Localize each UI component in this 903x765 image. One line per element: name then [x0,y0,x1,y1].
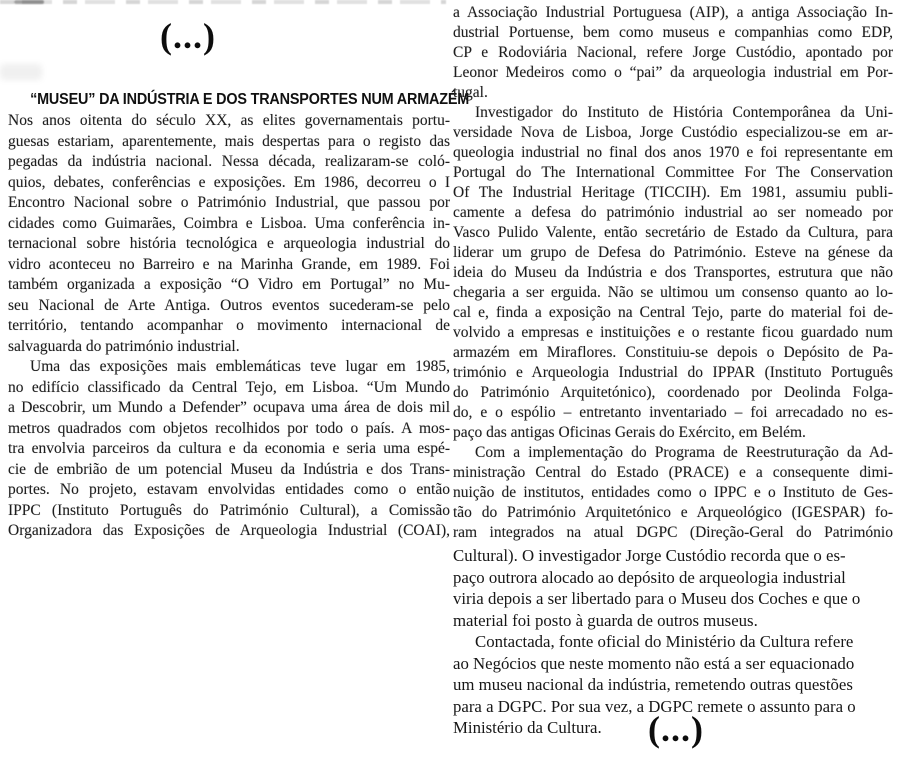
text-line: liderar um grupo de Defesa do Património. Esteve na génese da [453,244,893,261]
text-line: a Associação Industrial Portuguesa (AIP), a antiga Associação In- [453,4,893,21]
text-line: camente a defesa do património industrial ao ser nomeado por [453,204,893,221]
text-line: armazém em Miraflores. Constituiu-se depois o Depósito de Pa- [453,344,893,361]
text-line: Encontro Nacional sobre o Património Industrial, que passou por [8,194,450,211]
continuation-marker-bottom: (...) [648,708,704,749]
paragraph [453,103,893,443]
text-line: ministração Central do Estado (PRACE) e a consequente dimi- [453,464,893,481]
text-line: IPPC (Instituto Português do Património Cultural), a Comissão [8,501,450,519]
paragraph [453,3,893,103]
text-line: viria depois a ser libertado para o Museu dos Coches e que o [453,589,861,608]
text-line: ao Negócios que neste momento não está a ser equacionado [453,653,855,673]
text-line: também organizada a exposição “O Vidro em Portugal” no Mu- [8,276,450,293]
left-column [8,0,470,542]
text-line: Ministério da Cultura. [453,718,602,737]
text-line: Nos anos oitenta do século XX, as elites governamentais portu- [8,112,450,129]
text-line: queologia industrial no final dos anos 1970 e foi representante em [453,144,893,161]
text-line: metros quadrados com objetos recolhidos por todo o país. A mos- [8,419,450,437]
paragraph [453,545,893,631]
continuation-marker-top: (...) [160,16,216,56]
text-line: ternacional sobre história tecnológica e arqueologia industrial do [8,235,450,252]
text-line: ideia do Museu da Indústria e dos Transportes, estrutura que não [453,264,893,281]
left-column-text [8,111,450,542]
paragraph [8,111,450,357]
text-line: salvaguarda do património industrial. [8,337,240,355]
text-line: Uma das exposições mais emblemáticas teve lugar em 1985, [30,358,450,375]
text-line: seu Nacional de Arte Antiga. Outros eventos sucederam-se pelo [8,296,450,314]
text-line: Vasco Pulido Valente, então secretário de Estado da Cultura, para [453,224,893,241]
text-line: pegadas da indústria nacional. Nessa década, realizaram-se coló- [8,153,450,170]
text-line: Portugal do The International Committee For The Conservation [453,164,893,181]
text-line: dustrial Portuense, bem como museus e companhias como EDP, [453,24,893,41]
text-line: Com a implementação do Programa de Reestruturação da Ad- [475,444,893,461]
text-line: no edifício classificado da Central Tejo, em Lisboa. “Um Mundo [8,378,450,396]
text-line: ram integrados na atual DGPC (Direção-Geral do Património [453,524,893,541]
text-line: versidade Nova de Lisboa, Jorge Custódio especializou-se em ar- [453,124,893,141]
text-line: do Património Arquitetónico), coordenado por Deolinda Folga- [453,384,893,401]
text-line: vidro aconteceu no Barreiro e na Marinha Grande, em 1989. Foi [8,255,450,273]
text-line: cie de embrião de um potencial Museu da Indústria e dos Trans- [8,460,450,478]
text-line: portes. No projeto, estavam envolvidas entidades como o então [8,481,450,498]
text-line: material foi posto à guarda de outros museus. [453,610,758,630]
text-line: Cultural). O investigador Jorge Custódio recorda que o es- [453,546,846,565]
text-line: cal e, finda a exposição na Central Tejo, parte do material foi de- [453,304,893,321]
text-line: Leonor Medeiros como o “pai” da arqueologia industrial em Por- [453,64,893,81]
right-column-text [453,3,893,543]
text-line: para a DGPC. Por sua vez, a DGPC remete o assunto para o [453,696,856,716]
text-line: Of The Industrial Heritage (TICCIH). Em 1981, assumiu publi- [453,184,893,201]
text-line: volvido a empresas e instituições e o restante ficou guardado num [453,324,893,341]
text-line: paço das antigas Oficinas Gerais do Exército, em Belém. [453,424,806,441]
text-line: território, tentando acompanhar o movimento internacional de [8,317,450,334]
text-line: chegaria a ser erguida. Não se ultimou um consenso quanto ao lo- [453,284,893,301]
right-column [453,0,893,749]
text-line: tugal. [453,84,488,101]
text-line: um museu nacional da indústria, remetendo outras questões [453,675,853,694]
text-line: nuição de institutos, entidades como o IPPC e o Instituto de Ges- [453,484,893,501]
text-line: cidades como Guimarães, Coimbra e Lisboa. Uma conferência in- [8,214,450,232]
paragraph [8,357,450,542]
text-line: Organizadora das Exposições de Arqueologia Industrial (COAI), [8,522,450,539]
paragraph [453,443,893,543]
text-line: tra envolvia parceiros da cultura e da economia e seria uma espé- [8,440,450,457]
text-line: paço outrora alocado ao depósito de arqueologia industrial [453,567,846,587]
text-line: tão do Património Arquitetónico e Arqueológico (IGESPAR) fo- [453,504,893,521]
text-line: CP e Rodoviária Nacional, refere Jorge Custódio, apontado por [453,44,893,61]
section-headline: “MUSEU” DA INDÚSTRIA E DOS TRANSPORTES NUM ARMAZÉM [30,91,470,108]
text-line: Contactada, fonte oficial do Ministério da Cultura refere [475,632,854,651]
text-line: trimónio e Arqueologia Industrial do IPPAR (Instituto Português [453,364,893,381]
text-line: Investigador do Instituto de História Contemporânea da Uni- [475,104,893,121]
text-line: a Descobrir, um Mundo a Defender” ocupava uma área de dois mil [8,399,450,416]
text-line: guesas estariam, aparentemente, mais despertas para o registo das [8,132,450,150]
text-line: do, e o espólio – entretanto inventariado – foi arrecadado no es- [453,404,893,421]
text-line: quios, debates, conferências e exposições. Em 1986, decorreu o I [8,173,450,191]
